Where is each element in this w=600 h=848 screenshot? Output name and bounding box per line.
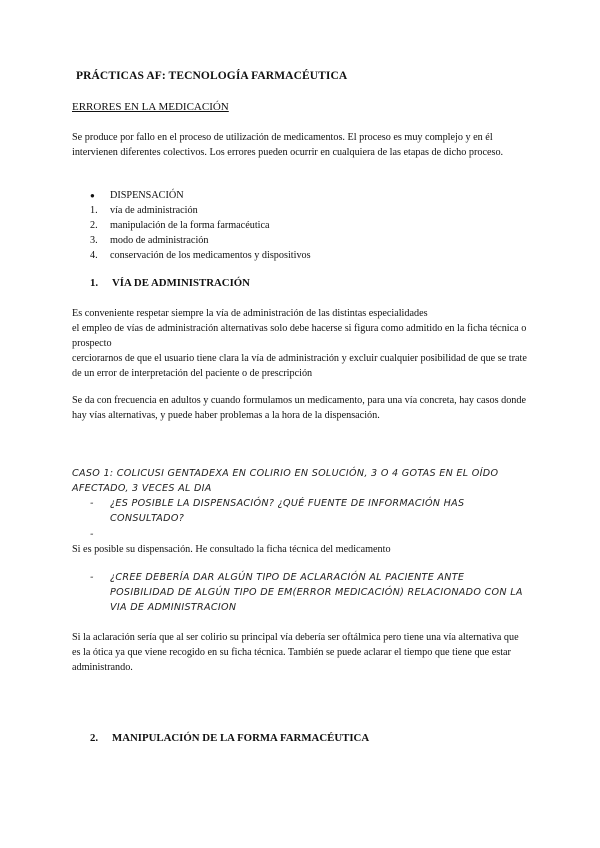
- dash-marker: -: [90, 572, 94, 583]
- list-item: [90, 188, 490, 203]
- error-stage-list: [90, 188, 490, 263]
- section-1-line-1: Es conveniente respetar siempre la vía de administración de las distintas especialidades: [72, 308, 428, 319]
- list-item-text: manipulación de la forma farmacéutica: [110, 220, 270, 231]
- document-title: PRÁCTICAS AF: TECNOLOGÍA FARMACÉUTICA: [76, 70, 348, 82]
- section-2-heading: [90, 732, 369, 744]
- section-2-number: 2.: [90, 732, 99, 744]
- dash-marker: -: [90, 498, 94, 509]
- list-item: [90, 203, 490, 218]
- section-1-line-3: cerciorarnos de que el usuario tiene clara la vía de administración y excluir cualquier posibilidad de que se trate de un error de interpretación del paciente o de prescripción: [72, 353, 527, 379]
- bullet-icon: ●: [90, 191, 95, 200]
- list-item-number: 1.: [90, 205, 98, 216]
- case-1-answer-2: Si la aclaración sería que al ser colirio su principal vía debería ser oftálmica pero tiene una vía alternativa que es la ótica ya que viene recogido en su ficha técnica. También se puede aclarar el tiempo que tiene que estar administrando.: [72, 632, 519, 673]
- section-1-heading: [90, 277, 250, 289]
- list-item-text: DISPENSACIÓN: [110, 190, 184, 201]
- case-1-answer-1: Si es posible su dispensación. He consultado la ficha técnica del medicamento: [72, 544, 391, 555]
- section-subtitle: ERRORES EN LA MEDICACIÓN: [72, 101, 229, 113]
- list-item-text: modo de administración: [110, 235, 209, 246]
- list-item: [90, 248, 490, 263]
- section-1-title: VÍA DE ADMINISTRACIÓN: [112, 277, 250, 289]
- list-item-text: conservación de los medicamentos y dispositivos: [110, 250, 311, 261]
- case-1-question-1: [90, 496, 530, 528]
- empty-dash-item: -: [90, 529, 94, 540]
- question-1-text: ¿ES POSIBLE LA DISPENSACIÓN? ¿QUÉ FUENTE DE INFORMACIÓN HAS CONSULTADO?: [110, 498, 465, 524]
- section-1-paragraph-2: Se da con frecuencia en adultos y cuando formulamos un medicamento, para una vía concreta, hay casos donde hay vías alternativas, y puede haber problemas a la hora de la dispensación.: [72, 395, 527, 421]
- list-item-text: vía de administración: [110, 205, 198, 216]
- intro-paragraph: Se produce por fallo en el proceso de utilización de medicamentos. El proceso es muy complejo y en él intervienen diferentes colectivos. Los errores pueden ocurrir en cualquiera de las etapas de dicho proceso.: [72, 132, 504, 158]
- section-1-line-2: el empleo de vías de administración alternativas solo debe hacerse si figura como admitido en la ficha técnica o prospecto: [72, 323, 527, 349]
- list-item-number: 4.: [90, 250, 98, 261]
- list-item: [90, 218, 490, 233]
- list-item-number: 3.: [90, 235, 98, 246]
- section-1-paragraph-1: [72, 306, 527, 381]
- list-item: [90, 233, 490, 248]
- case-1-question-2: [90, 570, 530, 616]
- section-2-title: MANIPULACIÓN DE LA FORMA FARMACÉUTICA: [112, 732, 370, 744]
- list-item-number: 2.: [90, 220, 98, 231]
- section-1-number: 1.: [90, 277, 99, 289]
- question-2-text: ¿CREE DEBERÍA DAR ALGÚN TIPO DE ACLARACIÓN AL PACIENTE ANTE POSIBILIDAD DE ALGÚN TIPO DE EM(ERROR MEDICACIÓN) RELACIONADO CON LA VIA DE ADMINISTRACION: [110, 572, 523, 613]
- case-1-title: CASO 1: COLICUSI GENTADEXA EN COLIRIO EN SOLUCIÓN, 3 O 4 GOTAS EN EL OÍDO AFECTADO, 3 VECES AL DIA: [72, 468, 499, 494]
